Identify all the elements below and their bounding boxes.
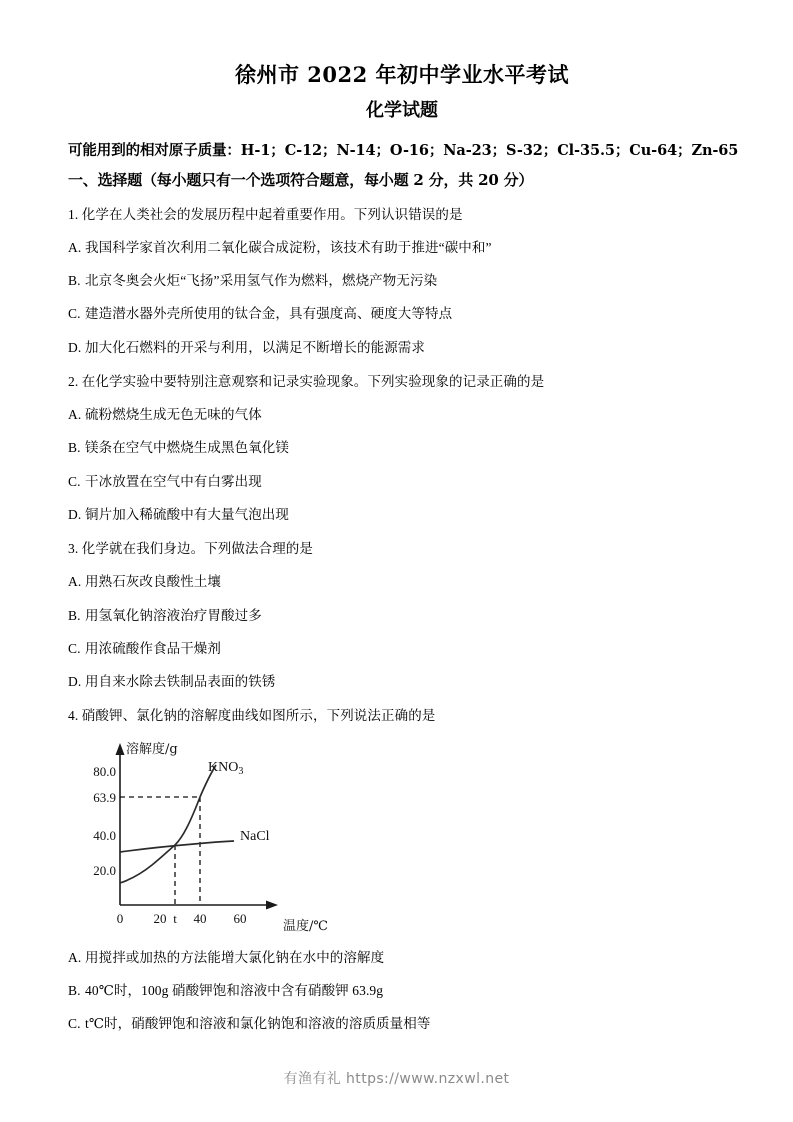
y-axis-arrow-icon: [116, 743, 125, 755]
question-2-option-a[interactable]: [68, 405, 736, 425]
option-text: 40℃时，100g 硝酸钾饱和溶液中含有硝酸钾 63.9g: [85, 982, 384, 998]
option-label: C.: [68, 306, 81, 322]
question-3-stem: 3. 化学就在我们身边。下列做法合理的是: [68, 541, 313, 557]
question-4-stem: 4. 硝酸钾、氯化钠的溶解度曲线如图所示，下列说法正确的是: [68, 708, 436, 724]
question-4-option-c[interactable]: [68, 1014, 736, 1034]
option-text: 干冰放置在空气中有白雾出现: [85, 473, 262, 489]
atomic-masses-note: 可能用到的相对原子质量：H-1；C-12；N-14；O-16；Na-23；S-32；Cl-35.5；Cu-64；Zn-65: [68, 141, 739, 159]
option-label: B.: [68, 440, 81, 456]
option-text: t℃时，硝酸钾饱和溶液和氯化钠饱和溶液的溶质质量相等: [85, 1016, 431, 1032]
x-tick-label-0: 0: [116, 910, 124, 926]
option-label: B.: [68, 982, 81, 998]
y-tick-label-63-9: 63.9: [93, 789, 116, 805]
option-label: A.: [68, 239, 82, 255]
option-text: 用自来水除去铁制品表面的铁锈: [85, 674, 276, 690]
solubility-chart-svg: [80, 735, 370, 935]
question-2-option-d[interactable]: [68, 505, 736, 525]
y-tick-label-40: 40.0: [93, 827, 116, 843]
option-label: D.: [68, 506, 82, 522]
option-text: 我国科学家首次利用二氧化碳合成淀粉，该技术有助于推进“碳中和”: [85, 239, 492, 255]
question-3-option-d[interactable]: [68, 672, 736, 692]
question-1-stem: 1. 化学在人类社会的发展历程中起着重要作用。下列认识错误的是: [68, 206, 463, 222]
footer-watermark: 有渔有礼 https://www.nzxwl.net: [283, 1071, 510, 1087]
option-text: 镁条在空气中燃烧生成黑色氧化镁: [85, 440, 289, 456]
x-tick-label-20: 20: [153, 910, 167, 926]
x-axis-arrow-icon: [266, 900, 278, 909]
option-text: 用搅拌或加热的方法能增大氯化钠在水中的溶解度: [85, 949, 385, 965]
question-3-option-c[interactable]: [68, 639, 736, 659]
x-tick-label-t: t: [173, 910, 177, 926]
option-label: C.: [68, 640, 81, 656]
x-tick-label-40: 40: [193, 910, 207, 926]
solubility-curve-figure: [80, 735, 736, 935]
page-content: [68, 0, 739, 1034]
question-2-stem: 2. 在化学实验中要特别注意观察和记录实验现象。下列实验现象的记录正确的是: [68, 373, 545, 389]
question-4: [68, 706, 736, 1034]
question-2-option-b[interactable]: [68, 438, 736, 458]
option-label: D.: [68, 339, 82, 355]
page-subtitle: 化学试题: [366, 100, 438, 122]
question-4-option-b[interactable]: [68, 981, 736, 1001]
option-label: A.: [68, 574, 82, 590]
y-tick-label-20: 20.0: [93, 862, 116, 878]
question-1-option-b[interactable]: [68, 271, 736, 291]
y-axis-title: 溶解度/g: [126, 741, 178, 757]
option-label: C.: [68, 473, 81, 489]
option-text: 用氢氧化钠溶液治疗胃酸过多: [85, 607, 262, 623]
question-1-option-c[interactable]: [68, 304, 736, 324]
option-label: C.: [68, 1016, 81, 1032]
page-title: 徐州市 2022 年初中学业水平考试: [234, 62, 570, 87]
option-text: 用熟石灰改良酸性土壤: [85, 574, 221, 590]
question-3-option-b[interactable]: [68, 606, 736, 626]
option-text: 硫粉燃烧生成无色无味的气体: [85, 407, 262, 423]
question-1-option-a[interactable]: [68, 238, 736, 258]
option-label: B.: [68, 607, 81, 623]
section-heading-multiple-choice: 一、选择题（每小题只有一个选项符合题意，每小题 2 分，共 20 分）: [68, 171, 534, 190]
question-1: [68, 205, 736, 358]
option-label: A.: [68, 407, 82, 423]
option-text: 铜片加入稀硫酸中有大量气泡出现: [85, 506, 289, 522]
question-2-option-c[interactable]: [68, 472, 736, 492]
x-axis-title: 温度/℃: [283, 918, 328, 934]
question-3-option-a[interactable]: [68, 572, 736, 592]
kno3-curve: [120, 765, 216, 883]
question-1-option-d[interactable]: [68, 338, 736, 358]
option-text: 建造潜水器外壳所使用的钛合金，具有强度高、硬度大等特点: [85, 306, 453, 322]
series-label-nacl: NaCl: [240, 828, 270, 844]
option-text: 北京冬奥会火炬“飞扬”采用氢气作为燃料，燃烧产物无污染: [85, 273, 438, 289]
y-tick-label-80: 80.0: [93, 763, 116, 779]
series-label-kno3: $KNO_3$: [208, 759, 244, 777]
question-3: [68, 539, 736, 692]
option-text: 加大化石燃料的开采与利用，以满足不断增长的能源需求: [85, 339, 425, 355]
option-label: A.: [68, 949, 82, 965]
option-label: D.: [68, 674, 82, 690]
question-4-option-a[interactable]: [68, 948, 736, 968]
option-label: B.: [68, 273, 81, 289]
option-text: 用浓硫酸作食品干燥剂: [85, 640, 221, 656]
x-tick-label-60: 60: [233, 910, 247, 926]
question-2: [68, 372, 736, 525]
